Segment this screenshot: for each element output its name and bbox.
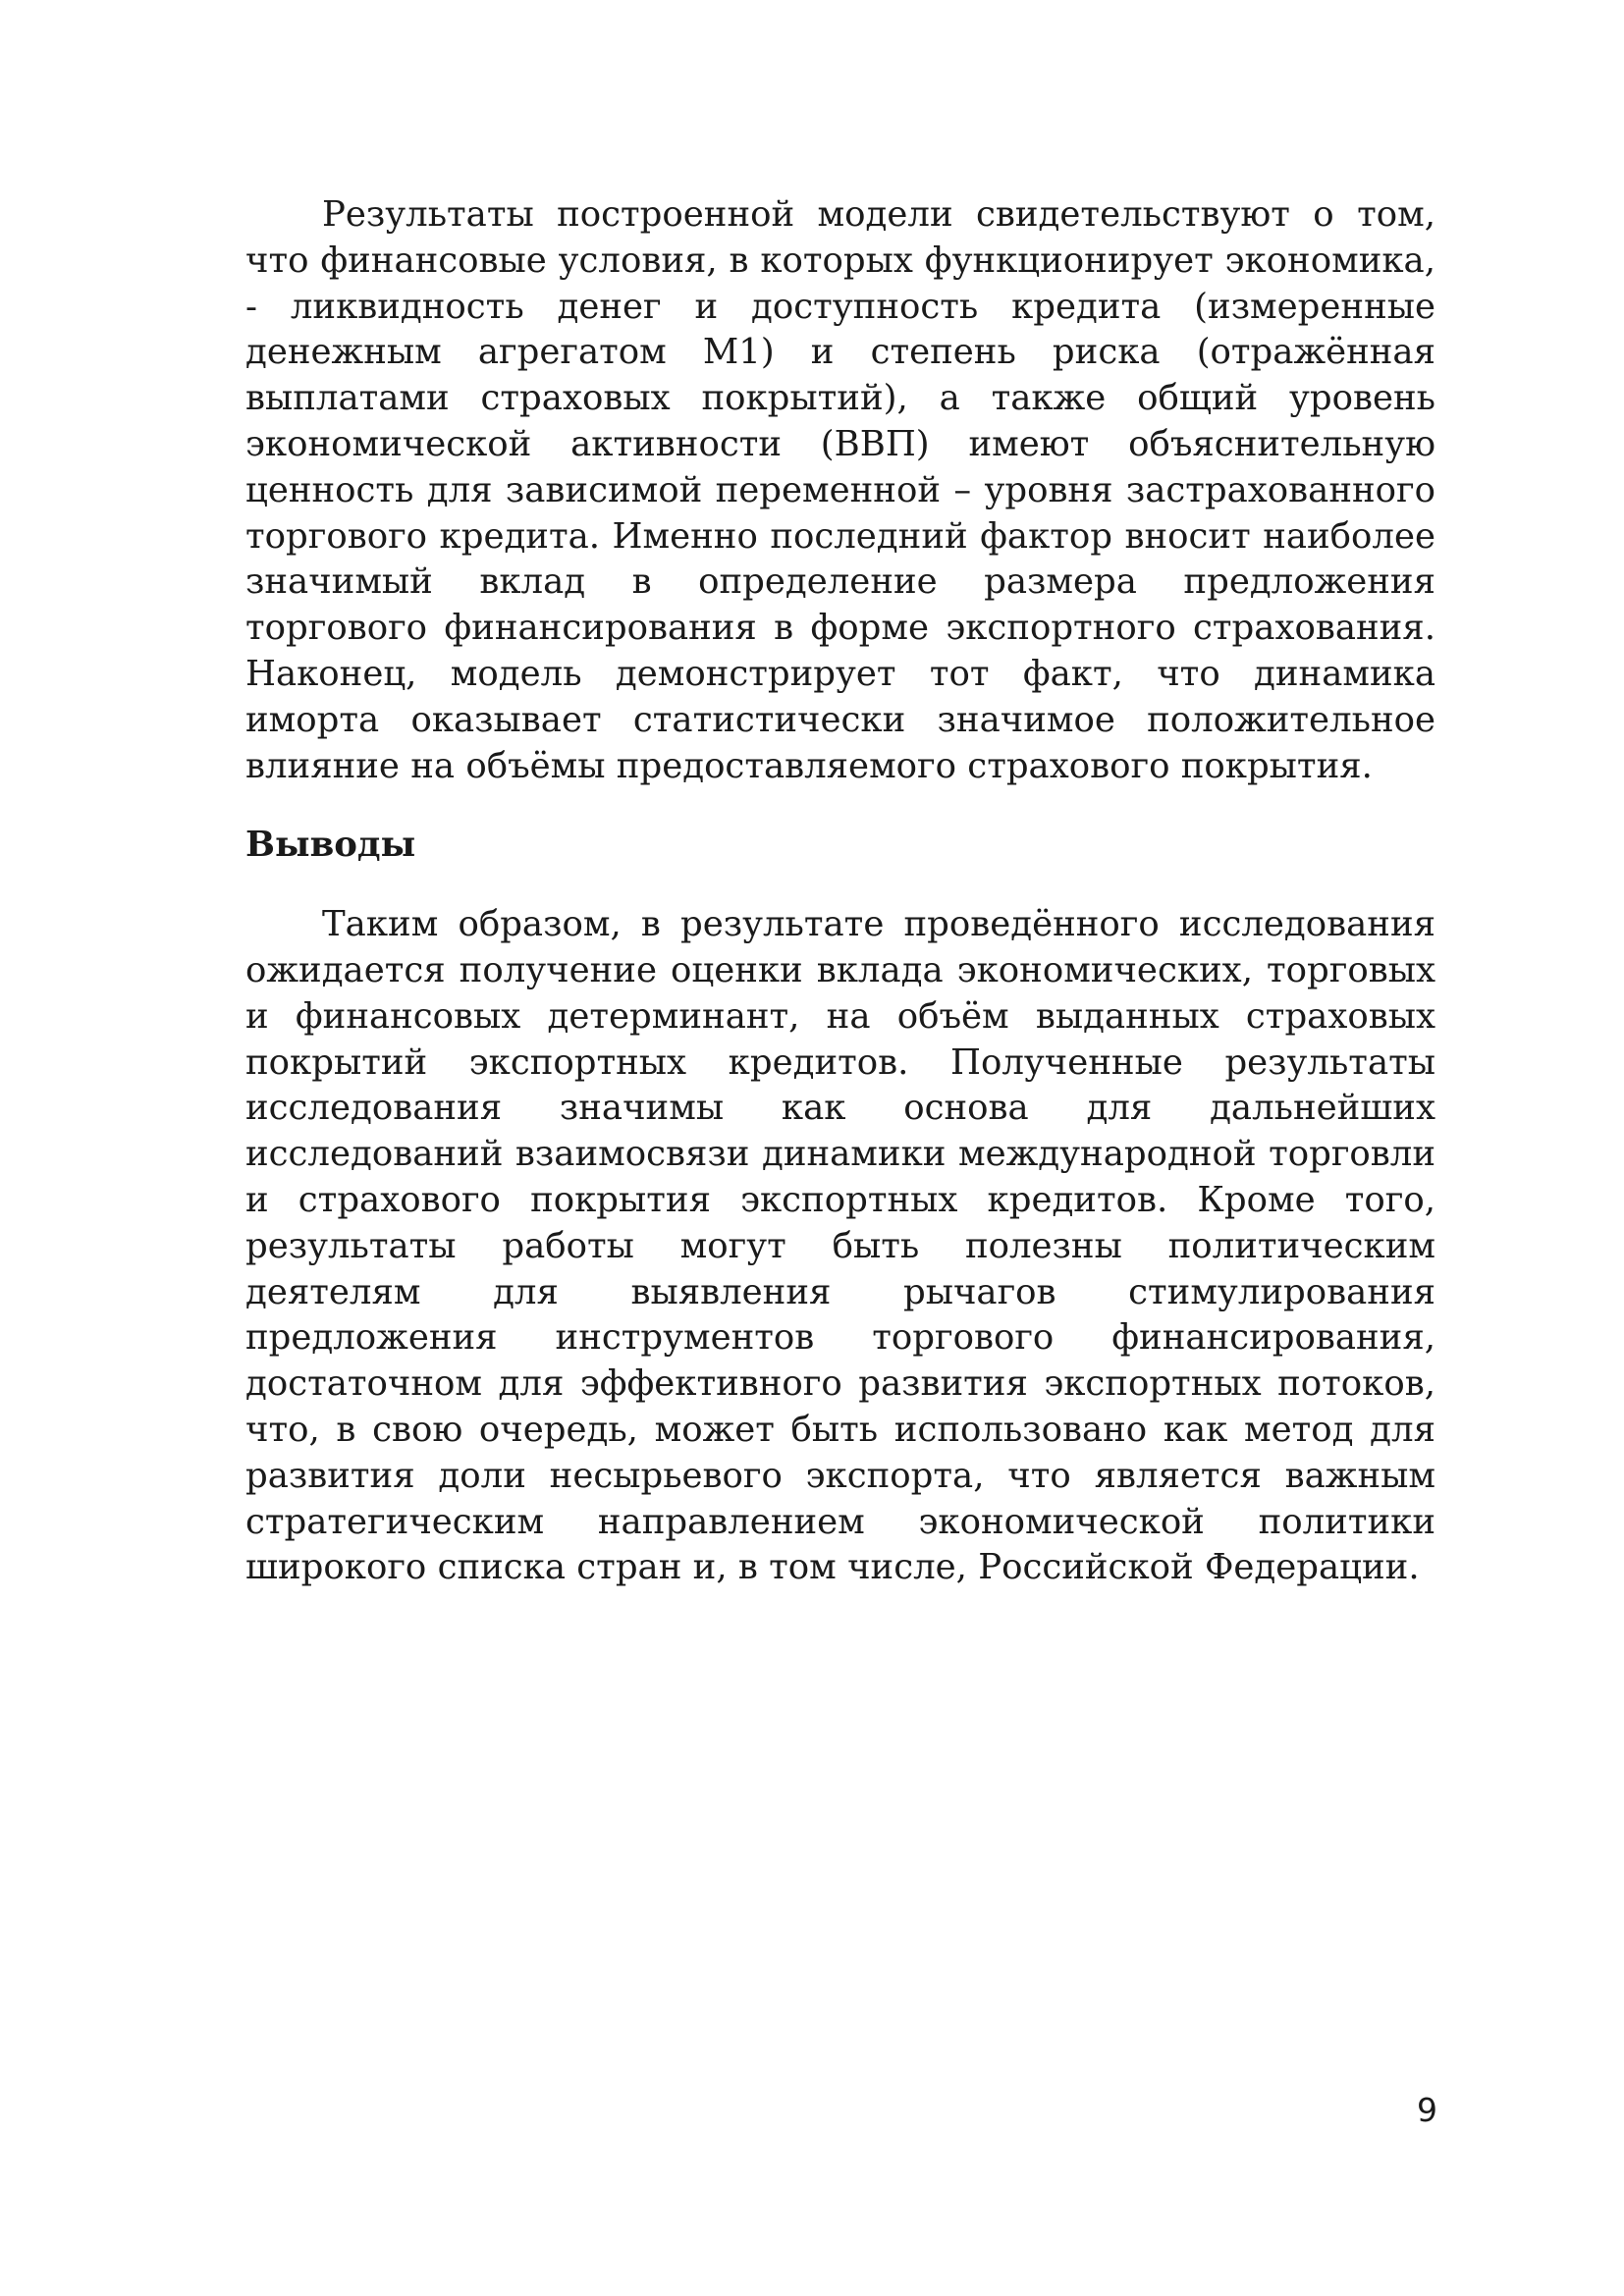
page-number: 9	[1417, 2091, 1437, 2129]
page-content	[245, 192, 1435, 1591]
conclusions-paragraph: Таким образом, в результате проведённого исследования ожидается получение оценки вклада экономических, торговых и финансовых детерминант, на объём выданных страховых покрытий экспортных кредитов. Полученные результаты исследования значимы как основа для дальнейших исследований взаимосвязи динамики международной торговли и страхового покрытия экспортных кредитов. Кроме того, результаты работы могут быть полезны политическим деятелям для выявления рычагов стимулирования предложения инструментов торгового финансирования, достаточном для эффективного развития экспортных потоков, что, в свою очередь, может быть использовано как метод для развития доли несырьевого экспорта, что является важным стратегическим направлением экономической политики широкого списка стран и, в том числе, Российской Федерации.	[245, 904, 1435, 1588]
section-heading-conclusions: Выводы	[245, 825, 416, 866]
results-paragraph: Результаты построенной модели свидетельствуют о том, что финансовые условия, в которых функционирует экономика, - ликвидность денег и доступность кредита (измеренные денежным агрегатом М1) и степень риска (отражённая выплатами страховых покрытий), а также общий уровень экономической активности (ВВП) имеют объяснительную ценность для зависимой переменной – уровня застрахованного торгового кредита. Именно последний фактор вносит наиболее значимый вклад в определение размера предложения торгового финансирования в форме экспортного страхования. Наконец, модель демонстрирует тот факт, что динамика иморта оказывает статистически значимое положительное влияние на объёмы предоставляемого страхового покрытия.	[245, 194, 1435, 786]
